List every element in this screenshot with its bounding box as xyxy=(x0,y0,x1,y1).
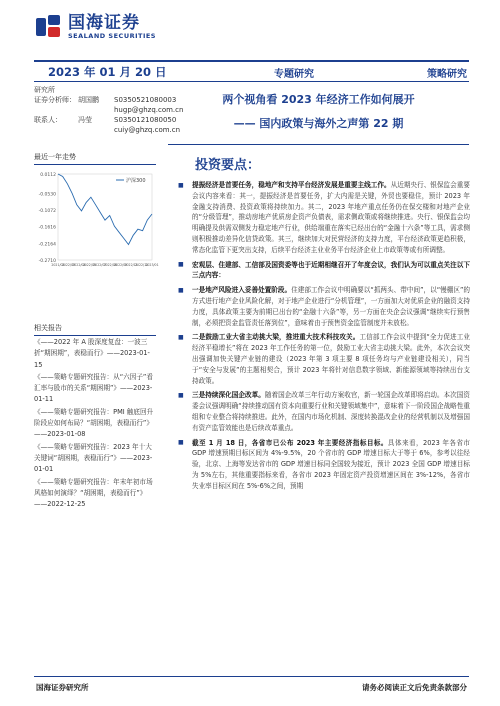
plot-frame xyxy=(58,174,152,260)
related-report-item[interactable]: 《——策略专题研究报告：从“六因子”看汇率与股市的关系“期困期”》——2023-01-11 xyxy=(34,372,153,404)
related-reports-list xyxy=(34,337,158,511)
investment-highlights-heading: 投资要点： xyxy=(195,158,261,173)
analyst-row xyxy=(34,125,183,135)
y-tick-label: 0.0112 xyxy=(40,173,56,178)
report-title xyxy=(168,92,469,132)
x-tick-label: 2022/09 xyxy=(114,263,128,267)
bullet-icon: ■ xyxy=(178,391,184,399)
contact-email[interactable]: cuiy@ghzq.com.cn xyxy=(114,126,181,134)
related-reports-heading: 相关报告 xyxy=(34,323,156,336)
analyst-row: 证券分析师： 胡国鹏 S0350521080003 xyxy=(34,96,177,104)
x-tick-label: 2022/08 xyxy=(103,263,117,267)
related-report-item[interactable]: 《——策略专题研究报告：2023 年十大关键词“胡困期，表稳而行”》——2023-01-01 xyxy=(34,442,153,474)
y-tick-label: -0.1072 xyxy=(38,209,56,215)
legend-label: 沪深300 xyxy=(126,178,146,184)
x-tick-label: 2022/03 xyxy=(61,263,76,267)
bullet-icon: ■ xyxy=(178,286,184,294)
bullet-icon: ■ xyxy=(178,181,184,189)
analyst-info xyxy=(34,85,183,135)
x-tick-label: 2021/01 xyxy=(51,263,65,267)
bullet-icon: ■ xyxy=(178,333,184,341)
report-type: 专题研究 xyxy=(274,69,314,80)
footer-disclaimer: 请务必阅读正文后免责条款部分 xyxy=(362,683,467,692)
report-category: 策略研究 xyxy=(427,69,467,80)
highlight-paragraph: ■ 截至 1 月 18 日，各省市已公布 2023 年主要经济指标目标。具体来看，2023 年各省市 GDP 增速预期目标区间为 4%-9.5%，20 个省市的 GDP 增速目标大于等于 6%，参考以往经验，北京、上海等发达省市的 GDP 增速目标同全国较为接近，预计 2023 全国 GDP 增速目标为 5%左右，其他重要指标来看，各省市 2023 年固定资产投资增速区间在 3%-12%，各省市失业率目标区间在 5%-6%之间，预期 xyxy=(178,438,470,490)
x-tick-label: 2022/04 xyxy=(72,263,86,267)
chart-heading: 最近一年走势 xyxy=(34,152,156,165)
highlight-paragraph: ■ 提振经济是首要任务，稳地产和支持平台经济发展是重要主线工作。从近期央行、银保监会重要会议内容来看：其一，提振经济是首要任务，扩大内需是关键，外贸也要稳住，预计 2023 年金融支持消费、投资政策将持续加力。其二，2023 年地产重点任务仍在保交楼和对地产企业的“分级管理”，推动房地产优质房企资产负债表，需求侧政策或将继续推进。央行、银保监会均明确提及供需双侧发力稳定地产行业，供给端重在落实已经出台的“金融十六条”等工具，需求侧则积极推动差异化信贷政策。其三，继续加大对民营经济的支持力度，平台经济政策更趋积极，常态化监管下更突出支持，后续平台经济主业业务平台经济企业上市政策等或有所调整。 xyxy=(178,181,471,254)
title-main: 两个视角看 2023 年经济工作如何展开 xyxy=(222,93,415,106)
logo-name-cn: 国海证券 xyxy=(68,13,140,33)
analyst-email[interactable]: hugp@ghzq.com.cn xyxy=(114,106,184,114)
y-tick-label: -0.1616 xyxy=(38,225,56,231)
highlight-paragraph: ■ 一是地产风险进入妥善处置阶段。住建部工作会议中明确要以“抓两头、带中间”，以“慢棚区”的方式进行地产企业风险化解，对于地产企业进行“分机管理”，一方面加大对优质企业的融资支持力度，具体政策主要为前期已出台的“金融十六条”等，另一方面在央企会议强调“继续实行预售制，必须把资金监管责任落到位”，意味着由于预售资金监管制度并未放松。 xyxy=(178,286,470,327)
logo-mark-icon xyxy=(36,15,62,39)
company-logo xyxy=(36,14,156,40)
title-divider xyxy=(168,144,469,145)
analyst-section-label: 研究所 xyxy=(34,86,55,94)
highlight-paragraph: ■ 三是持续深化国企改革。随着国企改革三年行动方案收官，新一轮国企改革即将启动。本次国资委会议强调明确“持续推动国有资本向重要行业和关键领域集中”，意味着下一阶段国企战略性重组和专业整合将持续推进。此外，在国内市场化机制、深度转换混改企业的经营机制以及增强国有资产监管效能也是后续改革重点。 xyxy=(178,391,471,432)
footer-left: 国海证券研究所 xyxy=(36,683,89,692)
trend-chart xyxy=(34,168,159,274)
y-tick-label: -0.0530 xyxy=(38,192,56,198)
trend-chart-svg xyxy=(34,168,159,274)
investment-highlights xyxy=(178,180,470,496)
y-tick-label: -0.2164 xyxy=(38,242,56,248)
highlight-paragraph: ■ 二是鼓励工业大省主动挑大梁，推进重大技术科技攻关。工信部工作会议中提到“全力促进工业经济平稳增长”将在 2023 年工作任务的第一位，鼓励工业大省主动挑大梁。此外，本次会议突出强调加快关键产业链的建设（2023 年第 3 项主要 8 项任务均与产业链建设相关），同当于“安全与发展”的主题相契合，预计 2023 年将针对信息数字领域、新能源领域等持续出台支持政策。 xyxy=(178,333,471,385)
logo-name-en: SEALAND SECURITIES xyxy=(68,32,156,40)
related-report-item[interactable]: 《——2022 年 A 股深度复盘：一波三折“期困期”，表稳而行》——2023-01-15 xyxy=(34,338,150,369)
title-sub: —— 国内政策与海外之声第 22 期 xyxy=(233,117,404,130)
bullet-icon: ■ xyxy=(178,439,184,447)
bullet-icon: ■ xyxy=(178,261,184,269)
report-date: 2023 年 01 月 20 日 xyxy=(48,65,167,79)
x-tick-label: 2023/01 xyxy=(145,263,159,267)
header-banner xyxy=(34,60,469,82)
x-tick-label: 2022/05 xyxy=(82,263,96,267)
series-line xyxy=(58,174,152,245)
related-report-item[interactable]: 《——策略专题研究报告：PMI 触底回升阶段应如何布局？“胡困期，表稳而行”》——2023-01-08 xyxy=(34,407,154,439)
page-footer xyxy=(34,676,469,692)
related-report-item[interactable]: 《——策略专题研究报告：年末年初市场风格如何演绎？“胡困期，表稳而行”》——2022-12-25 xyxy=(34,477,153,509)
x-tick-label: 2022/12 xyxy=(134,263,149,267)
x-tick-label: 2022/11 xyxy=(124,263,138,267)
y-tick-label: -0.2710 xyxy=(38,259,56,264)
analyst-row: 联系人： 冯莹 S0350121080050 xyxy=(34,116,177,124)
analyst-row xyxy=(34,105,183,115)
highlight-paragraph: ■ 宏观层、住建部、工信部及国资委等也于近期相继召开了年度会议，我们认为可以重点关注以下三点内容： xyxy=(178,260,470,280)
x-tick-label: 2022/07 xyxy=(93,263,107,267)
